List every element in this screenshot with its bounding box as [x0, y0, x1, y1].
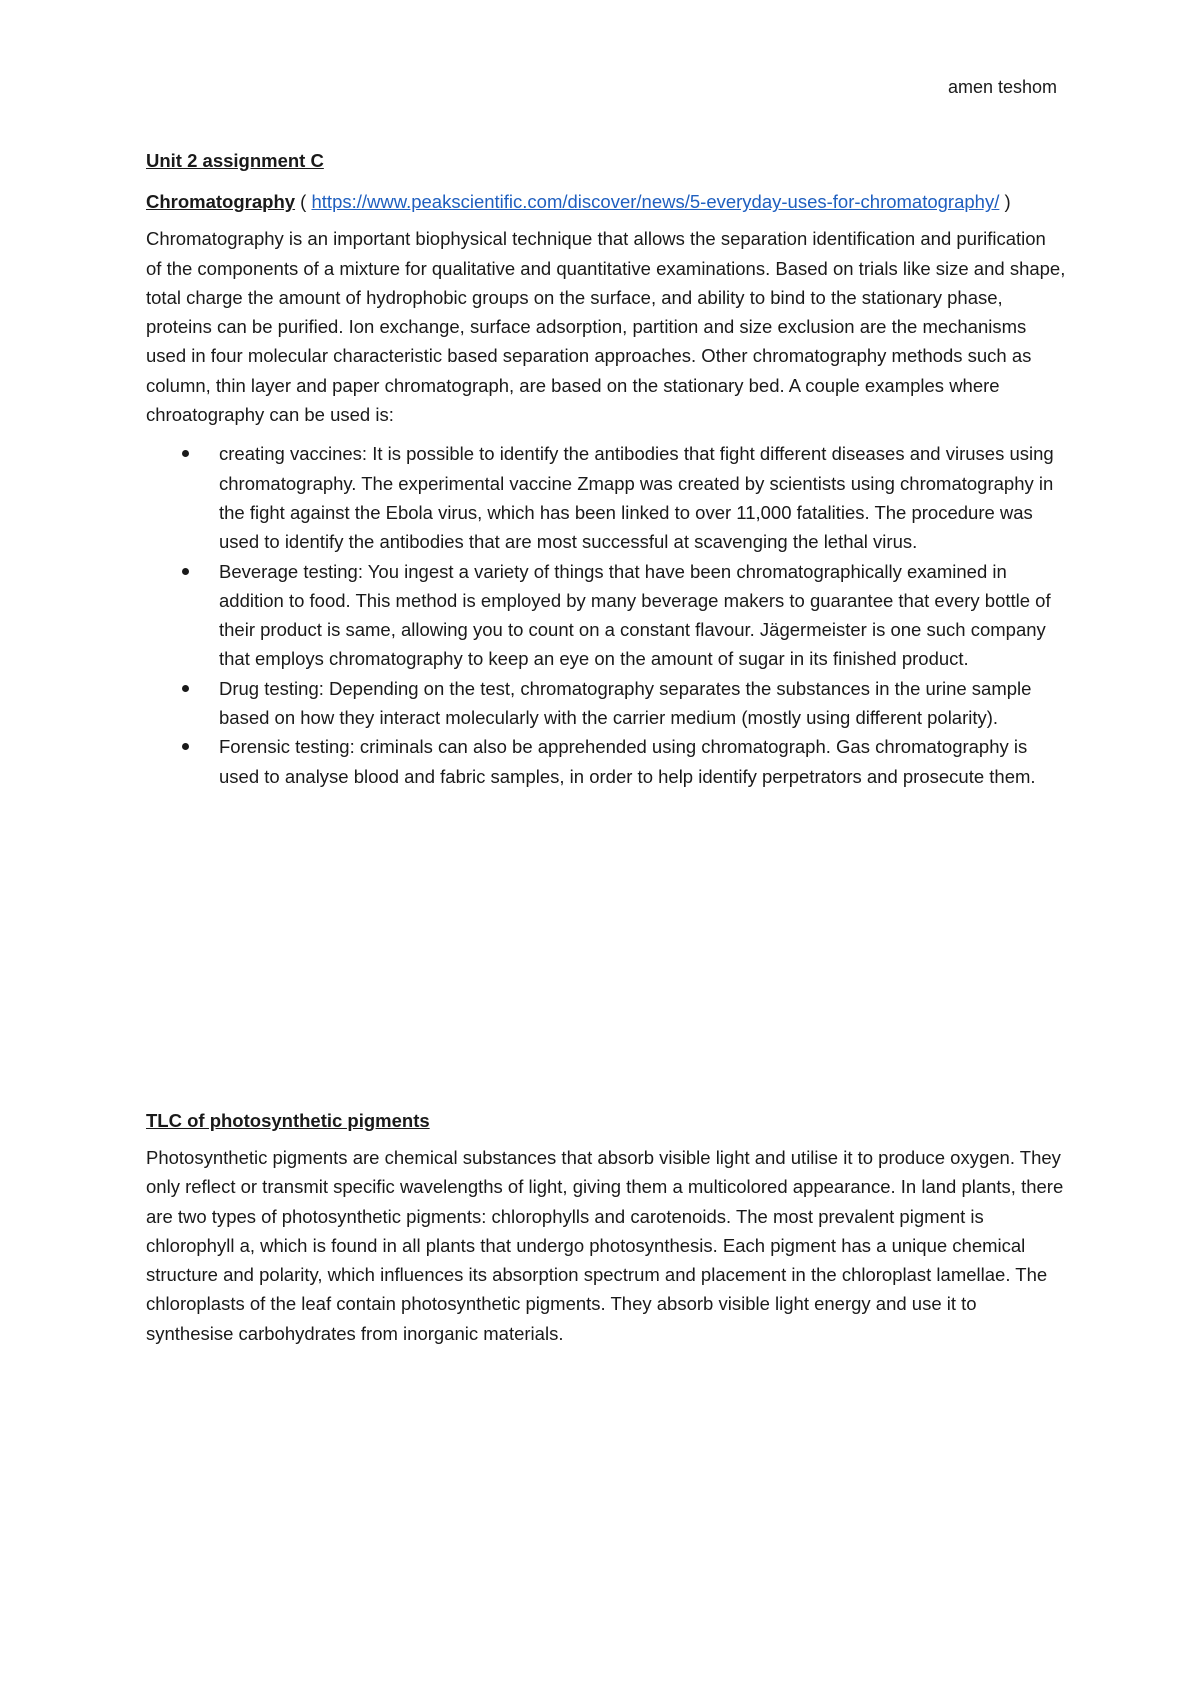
section-heading-line [146, 1108, 1066, 1133]
header-author: amen teshom [947, 77, 1057, 97]
tlc-paragraph: Photosynthetic pigments are chemical substances that absorb visible light and utilise it to produce oxygen. They only reflect or transmit specific wavelengths of light, giving them a multicolored appearance. In land plants, there are two types of photosynthetic pigments: chlorophylls and carotenoids. The most prevalent pigment is chlorophyll a, which is found in all plants that undergo photosynthesis. Each pigment has a unique chemical structure and polarity, which influences its absorption spectrum and placement in the chloroplast lamellae. The chloroplasts of the leaf contain photosynthetic pigments. They absorb visible light energy and use it to synthesise carbohydrates from inorganic materials. [146, 1147, 1064, 1344]
list-item [219, 557, 1066, 674]
list-item [219, 732, 1066, 791]
list-item-text: Forensic testing: criminals can also be apprehended using chromatograph. Gas chromatography is used to analyse blood and fabric samples, in order to help identify perpetrators and prosecute them. [219, 736, 1036, 787]
bullet-icon [182, 450, 189, 457]
link-close-paren: ) [999, 191, 1011, 213]
bullet-icon [182, 568, 189, 575]
section-heading-line [146, 189, 1066, 214]
list-item [219, 439, 1066, 556]
examples-list [146, 439, 1066, 791]
bullet-icon [182, 743, 189, 750]
intro-paragraph: Chromatography is an important biophysical technique that allows the separation identification and purification of the components of a mixture for qualitative and quantitative examinations. Based on trials like size and shape, total charge the amount of hydrophobic groups on the surface, and ability to bind to the stationary phase, proteins can be purified. Ion exchange, surface adsorption, partition and size exclusion are the mechanisms used in four molecular characteristic based separation approaches. Other chromatography methods such as column, thin layer and paper chromatograph, are based on the stationary bed. A couple examples where chroatography can be used is: [146, 228, 1066, 426]
list-item-text: Beverage testing: You ingest a variety of things that have been chromatographically examined in addition to food. This method is employed by many beverage makers to guarantee that every bottle of their product is same, allowing you to count on a constant flavour. Jägermeister is one such company that employs chromatography to keep an eye on the amount of sugar in its finished product. [219, 560, 1051, 670]
section-chromatography [146, 146, 1066, 791]
section-tlc [146, 1108, 1066, 1358]
list-item [219, 674, 1066, 733]
section-heading-chromatography: Chromatography [146, 191, 296, 213]
list-item-text: creating vaccines: It is possible to identify the antibodies that fight different diseases and viruses using chromatography. The experimental vaccine Zmapp was created by scientists using chromatography in the fight against the Ebola virus, which has been linked to over 11,000 fatalities. The procedure was used to identify the antibodies that are most successful at scavenging the lethal virus. [219, 443, 1054, 553]
document-title: Unit 2 assignment C [146, 150, 324, 171]
bullet-icon [182, 685, 189, 692]
section-heading-tlc: TLC of photosynthetic pigments [146, 1110, 430, 1131]
list-item-text: Drug testing: Depending on the test, chromatography separates the substances in the urine sample based on how they interact molecularly with the carrier medium (mostly using different polarity). [219, 677, 1032, 729]
link-open-paren: ( [295, 191, 312, 213]
source-link[interactable]: https://www.peakscientific.com/discover/news/5-everyday-uses-for-chromatography/ [311, 191, 1000, 213]
